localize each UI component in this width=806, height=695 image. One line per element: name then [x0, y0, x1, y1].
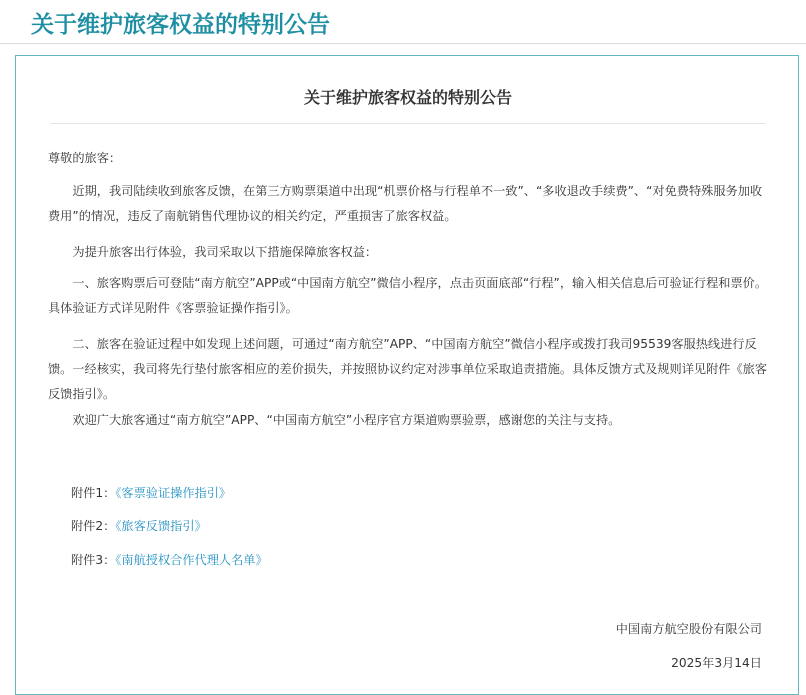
paragraph-measure-verify: 一、旅客购票后可登陆“南方航空”APP或“中国南方航空”微信小程序，点击页面底部“行程”，输入相关信息后可验证行程和票价。具体验证方式详见附件《客票验证操作指引》。	[48, 276, 768, 315]
salutation: 尊敬的旅客：	[48, 151, 122, 165]
notice-title: 关于维护旅客权益的特别公告	[303, 88, 512, 107]
attachment-label: 附件2：	[71, 519, 116, 533]
attachment-label: 附件3：	[71, 553, 116, 567]
paragraph-measure-feedback: 二、旅客在验证过程中如发现上述问题，可通过“南方航空”APP、“中国南方航空”微信小程序或拨打我司95539客服热线进行反馈。一经核实，我司将先行垫付旅客相应的差价损失，并按照协议约定对涉事单位采取追责措施。具体反馈方式及规则详见附件《旅客反馈指引》。	[48, 337, 768, 401]
notice-panel	[15, 55, 799, 695]
attachment-label: 附件1：	[71, 486, 116, 500]
page-header-title: 关于维护旅客权益的特别公告	[31, 12, 330, 38]
title-divider	[50, 123, 766, 124]
paragraph-closing: 欢迎广大旅客通过“南方航空”APP、“中国南方航空”小程序官方渠道购票验票，感谢您的关注与支持。	[72, 413, 621, 427]
paragraph-complaints: 近期，我司陆续收到旅客反馈，在第三方购票渠道中出现“机票价格与行程单不一致”、“多收退改手续费”、“对免费特殊服务加收费用”的情况，违反了南航销售代理协议的相关约定，严重损害了旅客权益。	[48, 184, 763, 223]
attachment-link-ticket-verification-guide[interactable]: 《客票验证操作指引》	[115, 486, 232, 500]
attachment-link-feedback-guide[interactable]: 《旅客反馈指引》	[115, 519, 207, 533]
attachment-2	[71, 516, 207, 536]
header-divider	[0, 43, 806, 44]
attachment-link-authorized-agents-list[interactable]: 《南航授权合作代理人名单》	[115, 553, 268, 567]
attachment-1	[71, 483, 231, 503]
attachment-3	[71, 550, 268, 570]
issue-date: 2025年3月14日	[671, 656, 762, 670]
paragraph-measures-intro: 为提升旅客出行体验，我司采取以下措施保障旅客权益：	[72, 245, 378, 259]
issuer-company: 中国南方航空股份有限公司	[615, 622, 762, 636]
